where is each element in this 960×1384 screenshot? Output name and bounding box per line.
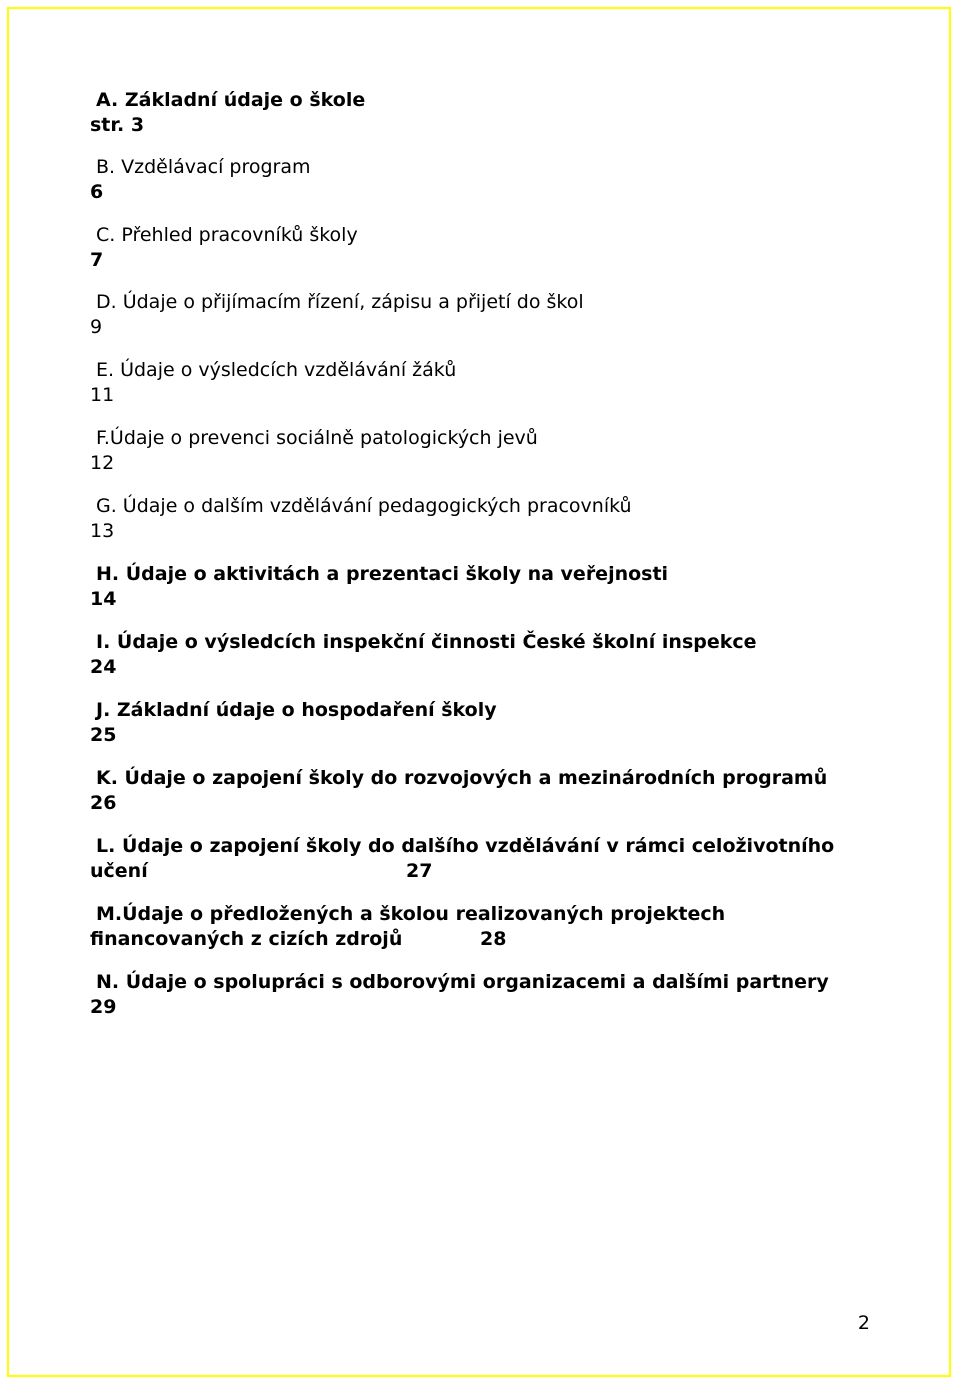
toc-entry-title: D. Údaje o přijímacím řízení, zápisu a přijetí do škol bbox=[96, 291, 584, 313]
toc-entry-page: 7 bbox=[90, 249, 104, 271]
toc-entry-h[interactable] bbox=[90, 562, 668, 612]
toc-entry-title: N. Údaje o spolupráci s odborovými organizacemi a dalšími partnery bbox=[96, 971, 829, 993]
toc-entry-page: 28 bbox=[480, 928, 507, 950]
toc-entry-title: G. Údaje o dalším vzdělávání pedagogických pracovníků bbox=[96, 495, 632, 517]
toc-entry-page: 26 bbox=[90, 792, 117, 814]
toc-entry-title: E. Údaje o výsledcích vzdělávání žáků bbox=[96, 359, 457, 381]
page-number: 2 bbox=[857, 1312, 870, 1334]
toc-entry-page: 11 bbox=[90, 384, 115, 406]
toc-entry-title: A. Základní údaje o škole bbox=[96, 89, 366, 111]
toc-entry-title: H. Údaje o aktivitách a prezentaci školy na veřejnosti bbox=[96, 563, 669, 585]
toc-entry-page: 13 bbox=[90, 520, 115, 542]
toc-entry-title: K. Údaje o zapojení školy do rozvojových a mezinárodních programů bbox=[96, 767, 828, 789]
toc-entry-j[interactable] bbox=[90, 698, 497, 748]
toc-entry-page: 9 bbox=[90, 316, 103, 338]
toc-entry-title: L. Údaje o zapojení školy do dalšího vzdělávání v rámci celoživotního bbox=[96, 835, 835, 857]
toc-entry-page: 6 bbox=[90, 181, 104, 203]
toc-entry-title: I. Údaje o výsledcích inspekční činnosti České školní inspekce bbox=[96, 631, 757, 653]
toc-entry-g[interactable] bbox=[90, 494, 632, 544]
toc-entry-b[interactable] bbox=[90, 155, 311, 205]
page-border bbox=[7, 7, 951, 1377]
toc-entry-page: 24 bbox=[90, 656, 117, 678]
toc-entry-title: C. Přehled pracovníků školy bbox=[96, 224, 358, 246]
toc-entry-i[interactable] bbox=[90, 630, 757, 680]
toc-entry-n[interactable] bbox=[90, 970, 829, 1020]
toc-entry-page: 29 bbox=[90, 996, 117, 1018]
toc-entry-page: 27 bbox=[406, 860, 433, 882]
toc-entry-title: B. Vzdělávací program bbox=[96, 156, 311, 178]
toc-entry-f[interactable] bbox=[90, 426, 538, 476]
toc-entry-title: J. Základní údaje o hospodaření školy bbox=[96, 699, 497, 721]
toc-entry-l[interactable] bbox=[90, 834, 834, 884]
toc-entry-page: 12 bbox=[90, 452, 115, 474]
toc-entry-page: 25 bbox=[90, 724, 117, 746]
toc-entry-a[interactable] bbox=[90, 88, 365, 138]
toc-entry-c[interactable] bbox=[90, 223, 358, 273]
toc-entry-continuation bbox=[90, 859, 834, 884]
toc-entry-title: F.Údaje o prevenci sociálně patologických jevů bbox=[96, 427, 538, 449]
toc-entry-continuation-text: učení bbox=[90, 860, 148, 882]
toc-entry-page: str. 3 bbox=[90, 114, 145, 136]
toc-entry-page: 14 bbox=[90, 588, 117, 610]
toc-entry-continuation-text: financovaných z cizích zdrojů bbox=[90, 928, 403, 950]
toc-entry-title: M.Údaje o předložených a školou realizovaných projektech bbox=[96, 903, 726, 925]
toc-entry-e[interactable] bbox=[90, 358, 456, 408]
toc-entry-d[interactable] bbox=[90, 290, 584, 340]
toc-entry-m[interactable] bbox=[90, 902, 725, 952]
toc-entry-continuation bbox=[90, 927, 725, 952]
toc-entry-k[interactable] bbox=[90, 766, 827, 816]
